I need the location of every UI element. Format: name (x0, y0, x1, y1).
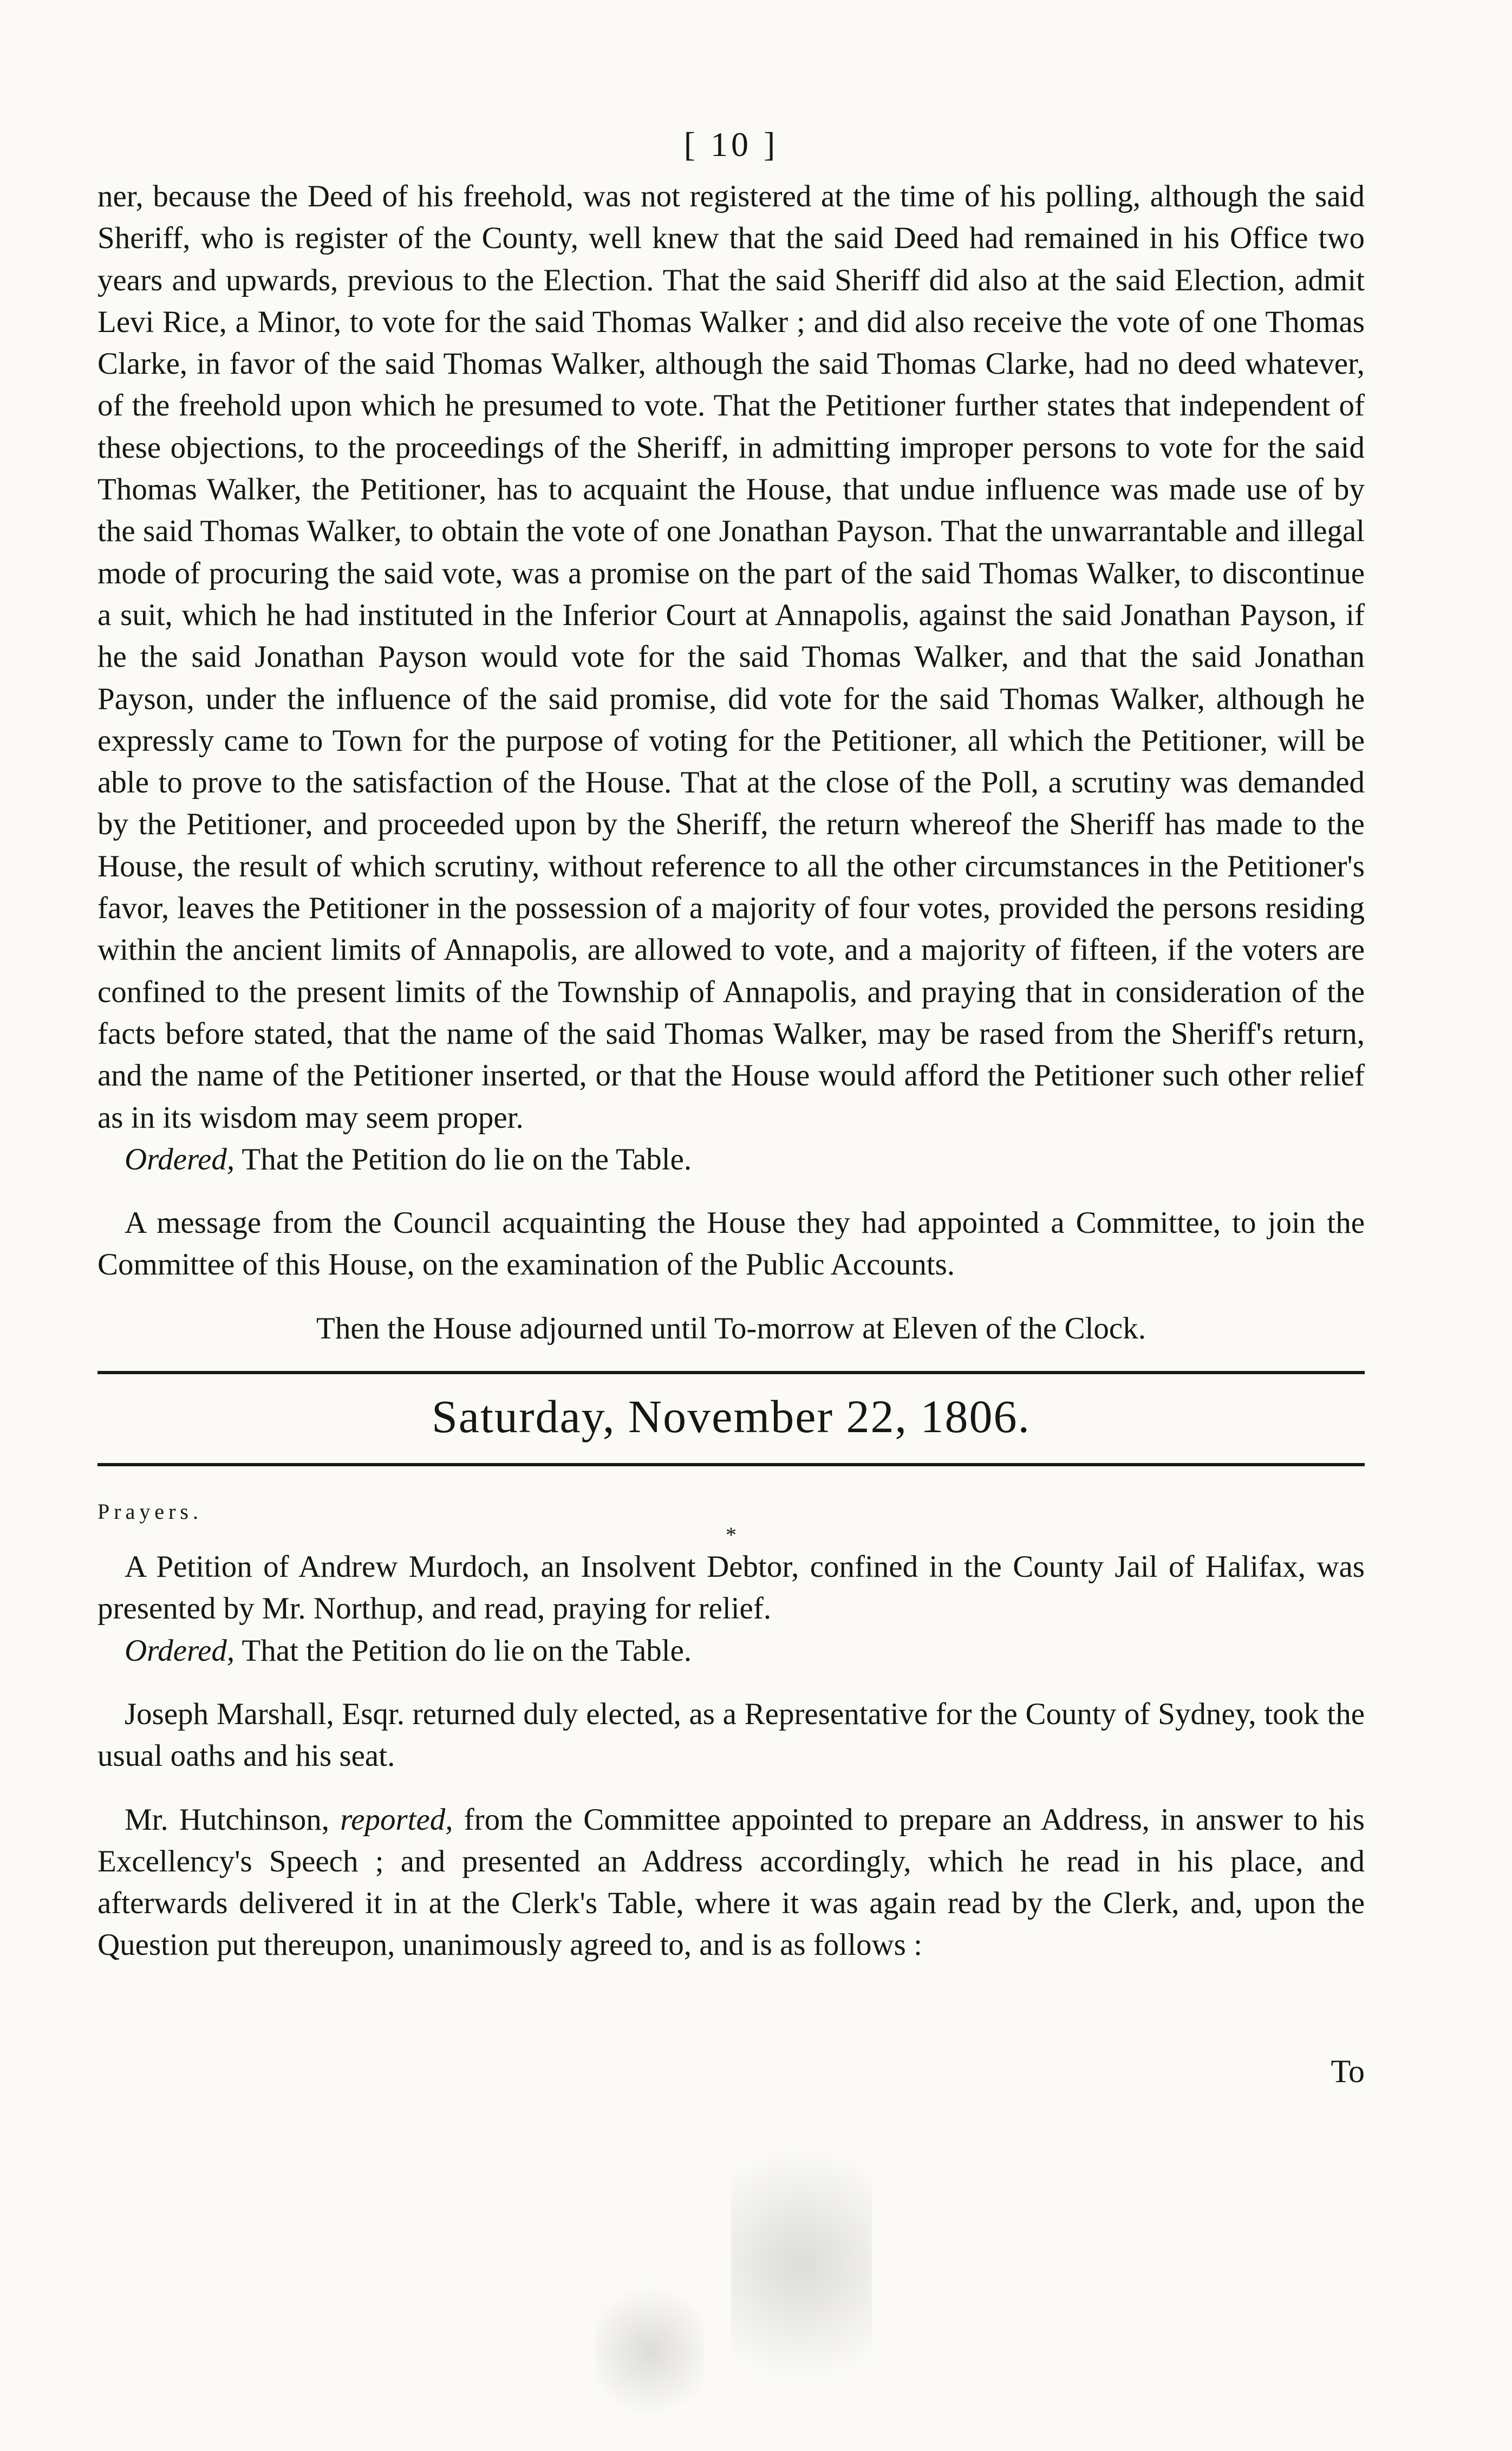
page-number: [ 10 ] (683, 125, 779, 164)
ordered-label: Ordered, (125, 1142, 235, 1176)
marshall-seat-entry: Joseph Marshall, Esqr. returned duly elected, as a Representative for the County of Sydney, took the usual oaths and his seat. (97, 1696, 1365, 1773)
hutchinson-rest: from the Committee appointed to prepare an Address, in answer to his Excellency's Speech ; and presented an Address accordingly, which he read in his place, and afterwards delivered it in at the Clerk's Table, where it was again read by the Clerk, and, upon the Question put thereupon, unanimously agreed to, and is as follows : (97, 1802, 1365, 1962)
ordered-text: That the Petition do lie on the Table. (234, 1142, 692, 1176)
journal-page (97, 125, 1365, 2090)
section-divider-bottom (97, 1463, 1365, 1466)
murdoch-petition: A Petition of Andrew Murdoch, an Insolvent Debtor, confined in the County Jail of Halifax, was presented by Mr. Northup, and read, praying for relief. (97, 1550, 1365, 1626)
date-heading: Saturday, November 22, 1806. (431, 1390, 1031, 1443)
hutchinson-report (97, 1799, 1365, 1966)
ordered-label: Ordered, (125, 1633, 235, 1668)
order-petition-lie-on-table (97, 1139, 1365, 1180)
order-murdoch-petition (97, 1630, 1365, 1672)
petition-continuation: ner, because the Deed of his freehold, was not registered at the time of his polling, although the said Sheriff, who is register of the County, well knew that the said Deed had remained in his Office two years and upwards, previous to the Election. That the said Sheriff did also at the said Election, admit Levi Rice, a Minor, to vote for the said Thomas Walker ; and did also receive the vote of one Thomas Clarke, in favor of the said Thomas Walker, although the said Thomas Clarke, had no deed whatever, of the freehold upon which he presumed to vote. That the Petitioner further states that independent of these objections, to the proceedings of the Sheriff, in admitting improper persons to vote for the said Thomas Walker, the Petitioner, has to acquaint the House, that undue influence was made use of by the said Thomas Walker, to obtain the vote of one Jonathan Payson. That the unwarrantable and illegal mode of procuring the said vote, was a promise on the part of the said Thomas Walker, to discontinue a suit, which he had instituted in the Inferior Court at Annapolis, against the said Jonathan Payson, if he the said Jonathan Payson would vote for the said Thomas Walker, and that the said Jonathan Payson, under the influence of the said promise, did vote for the said Thomas Walker, although he expressly came to Town for the purpose of voting for the Petitioner, all which the Petitioner, will be able to prove to the satisfaction of the House. That at the close of the Poll, a scrutiny was demanded by the Petitioner, and proceeded upon by the Sheriff, the return whereof the Sheriff has made to the House, the result of which scrutiny, without reference to all the other circumstances in the Petitioner's favor, leaves the Petitioner in the possession of a majority of four votes, provided the persons residing within the ancient limits of Annapolis, are allowed to vote, and a majority of fifteen, if the voters are confined to the present limits of the Township of Annapolis, and praying that in consideration of the facts before stated, that the name of the said Thomas Walker, may be rased from the Sheriff's return, and the name of the Petitioner inserted, or that the House would afford the Petitioner such other relief as in its wisdom may seem proper. (97, 179, 1365, 1135)
hutchinson-lead: Mr. Hutchinson, (125, 1802, 341, 1837)
asterisk-mark: * (726, 1523, 737, 1548)
ordered-text: That the Petition do lie on the Table. (234, 1633, 692, 1668)
prayers-label: Prayers. (97, 1499, 203, 1524)
council-message: A message from the Council acquainting the House they had appointed a Committee, to join the Committee of this House, on the examination of the Public Accounts. (97, 1206, 1365, 1282)
paper-speckle (731, 2112, 872, 2416)
section-divider-top (97, 1371, 1365, 1374)
catchword: To (1331, 2053, 1365, 2089)
reported-label: reported, (340, 1802, 453, 1837)
adjournment-notice: Then the House adjourned until To-morrow at Eleven of the Clock. (316, 1311, 1146, 1345)
paper-speckle (596, 2275, 704, 2427)
